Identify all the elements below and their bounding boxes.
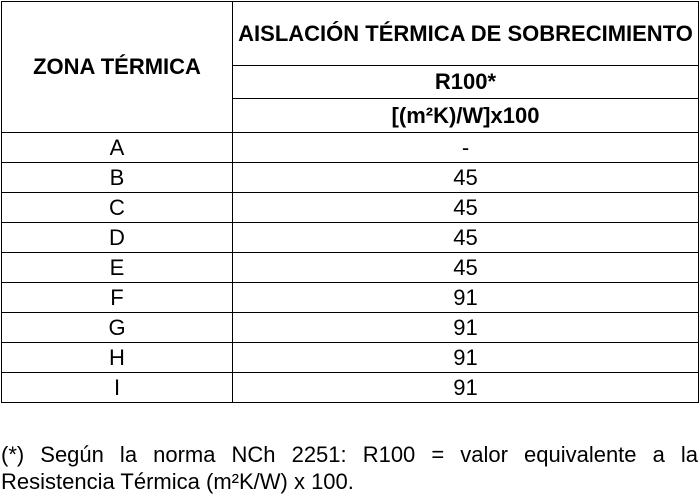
zone-cell: F <box>2 283 233 313</box>
zone-cell: G <box>2 313 233 343</box>
zone-cell: H <box>2 343 233 373</box>
table-row <box>2 283 699 313</box>
table-row <box>2 193 699 223</box>
table-row <box>2 343 699 373</box>
table-row <box>2 133 699 163</box>
zone-cell: D <box>2 223 233 253</box>
zone-header: ZONA TÉRMICA <box>2 2 233 133</box>
value-cell: 91 <box>233 373 699 403</box>
value-cell: 45 <box>233 223 699 253</box>
table-row <box>2 223 699 253</box>
zone-cell: C <box>2 193 233 223</box>
table-row <box>2 373 699 403</box>
table-row <box>2 163 699 193</box>
zone-cell: E <box>2 253 233 283</box>
table-body <box>2 133 699 403</box>
table-header <box>2 2 699 133</box>
table-row <box>2 253 699 283</box>
value-cell: 91 <box>233 313 699 343</box>
value-cell: 45 <box>233 163 699 193</box>
footnote: (*) Según la norma NCh 2251: R100 = valor equivalente a la Resistencia Térmica (m²K/W) x 100. <box>1 442 698 494</box>
thermal-insulation-table <box>1 1 699 403</box>
units-header: [(m²K)/W]x100 <box>233 99 699 133</box>
thermal-insulation-table-container <box>1 1 698 403</box>
value-cell: 91 <box>233 343 699 373</box>
value-cell: 45 <box>233 193 699 223</box>
table-row <box>2 313 699 343</box>
value-cell: - <box>233 133 699 163</box>
zone-cell: A <box>2 133 233 163</box>
header-row-title <box>2 2 699 66</box>
value-cell: 45 <box>233 253 699 283</box>
insulation-title-header: AISLACIÓN TÉRMICA DE SOBRECIMIENTO <box>233 2 699 66</box>
value-cell: 91 <box>233 283 699 313</box>
zone-cell: B <box>2 163 233 193</box>
r100-header: R100* <box>233 66 699 99</box>
zone-cell: I <box>2 373 233 403</box>
